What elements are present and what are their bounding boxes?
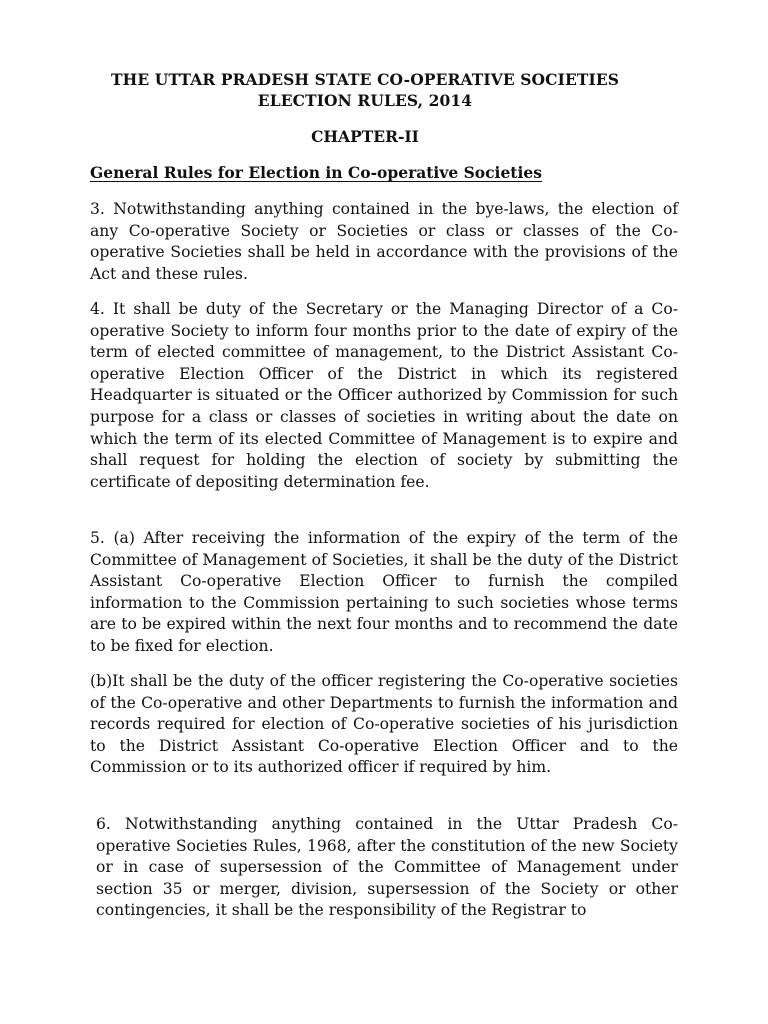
rule-5b-paragraph: (b)It shall be the duty of the officer registering the Co-operative societies of the Co-operative and other Departments to furnish the information and records required for election of Co-operative societies of his jurisdiction to the District Assistant Co-operative Election Officer and to the Commission or to its authorized officer if required by him. bbox=[90, 672, 678, 777]
rule-6-paragraph: 6. Notwithstanding anything contained in the Uttar Pradesh Co-operative Societies Rules, 1968, after the constitution of the new Society or in case of supersession of the Committee of Management under section 35 or merger, division, supersession of the Society or other contingencies, it shall be the responsibility of the Registrar to bbox=[96, 815, 678, 920]
title-line-2: ELECTION RULES, 2014 bbox=[257, 91, 473, 110]
rule-4-paragraph: 4. It shall be duty of the Secretary or the Managing Director of a Co-operative Society to inform four months prior to the date of expiry of the term of elected committee of management, to the District Assistant Co-operative Election Officer of the District in which its registered Headquarter is situated or the Officer authorized by Commission for such purpose for a class or classes of societies in writing about the date on which the term of its elected Committee of Management is to expire and shall request for holding the election of society by submitting the certificate of depositing determination fee. bbox=[90, 300, 678, 491]
rule-5a-paragraph: 5. (a) After receiving the information of the expiry of the term of the Committee of Management of Societies, it shall be the duty of the District Assistant Co-operative Election Officer to furnish the compiled information to the Commission pertaining to such societies whose terms are to be expired within the next four months and to recommend the date to be fixed for election. bbox=[90, 529, 678, 655]
rule-3-paragraph: 3. Notwithstanding anything contained in the bye-laws, the election of any Co-operative Society or Societies or class or classes of the Co-operative Societies shall be held in accordance with the provisions of the Act and these rules. bbox=[90, 200, 678, 283]
document-title bbox=[60, 69, 670, 111]
chapter-heading: CHAPTER-II bbox=[311, 127, 419, 146]
section-heading: General Rules for Election in Co-operative Societies bbox=[90, 163, 542, 182]
title-line-1: THE UTTAR PRADESH STATE CO-OPERATIVE SOCIETIES bbox=[110, 70, 620, 89]
